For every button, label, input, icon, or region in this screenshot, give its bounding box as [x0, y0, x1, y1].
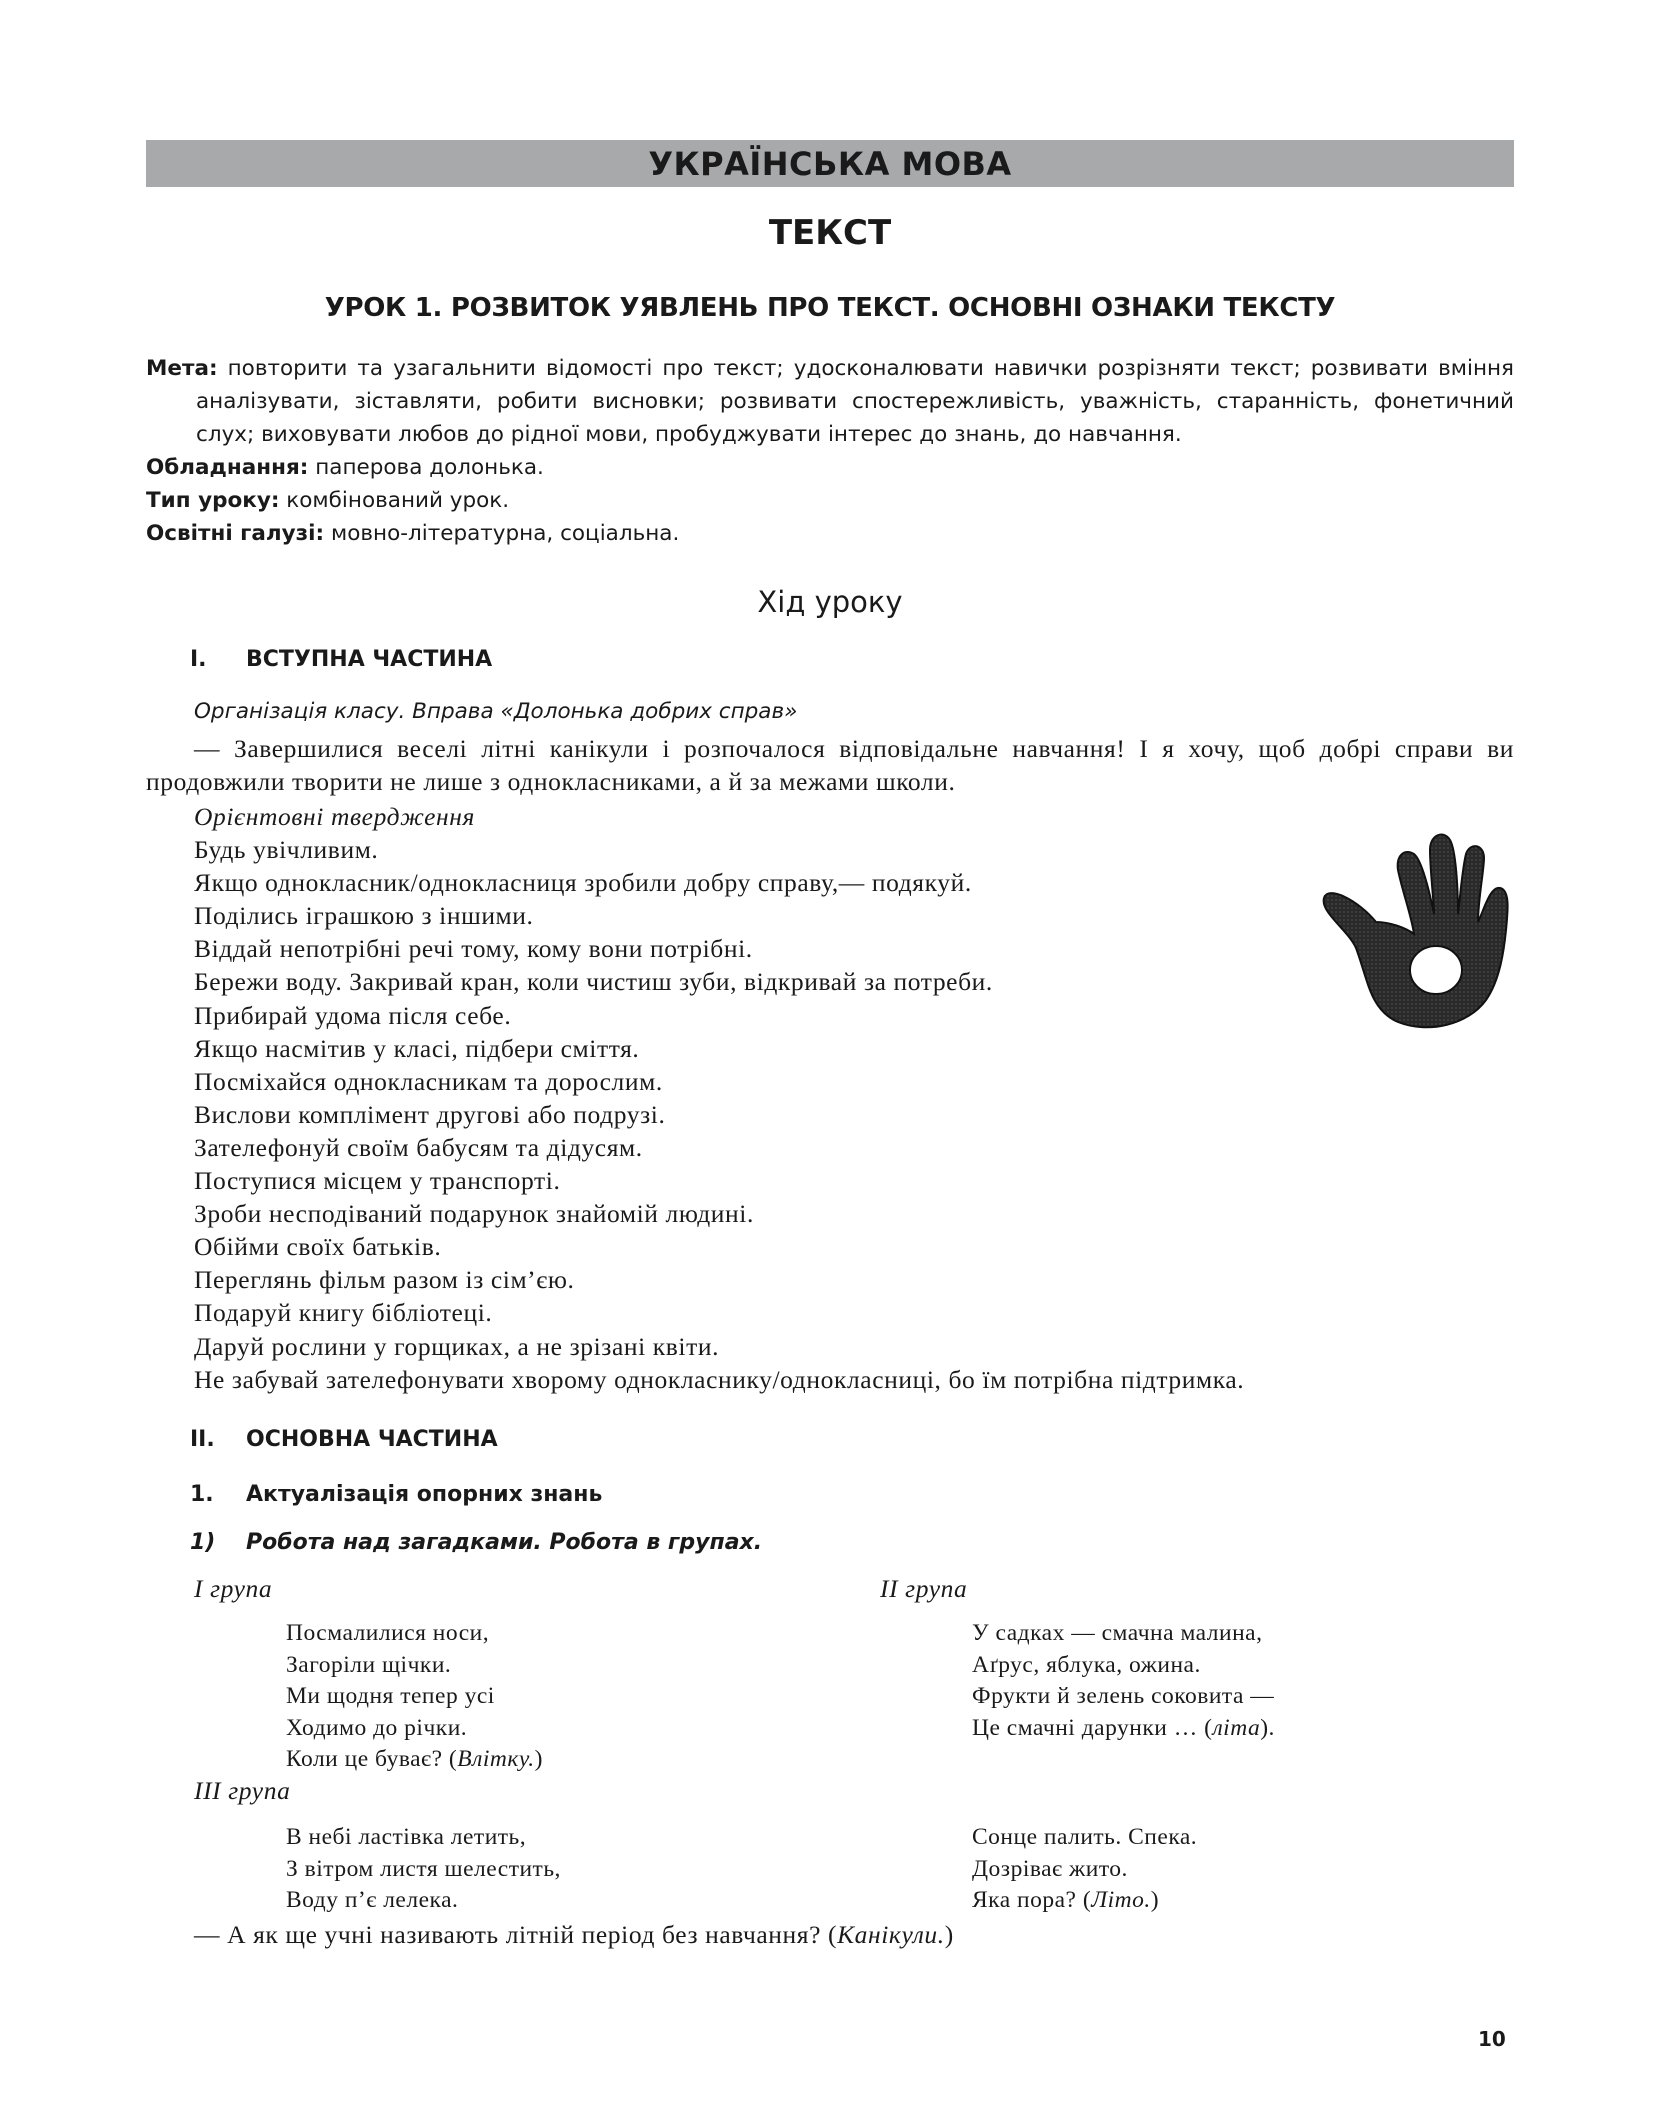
lesson-title: УРОК 1. РОЗВИТОК УЯВЛЕНЬ ПРО ТЕКСТ. ОСНОВНІ ОЗНАКИ ТЕКСТУ	[324, 293, 1336, 323]
group1-riddle	[286, 1618, 543, 1776]
goal-paragraph	[146, 352, 1514, 451]
riddle-line: Фрукти й зелень соковита —	[972, 1683, 1275, 1709]
task-title: Робота над загадками. Робота в групах.	[246, 1530, 763, 1555]
teacher-speech: — Завершилися веселі літні канікули і розпочалося відповідальне навчання! І я хочу, щоб добрі справи ви продовжили творити не лише з однокласниками, а й за межами школи.	[146, 734, 1514, 796]
riddle-line: Сонце палить. Спека.	[972, 1824, 1198, 1850]
riddle-question-line	[286, 1744, 543, 1776]
goal-text: повторити та узагальнити відомості про текст; удосконалювати навички розрізняти текст; розвивати вміння аналізувати, зіставляти, робити висновки; розвивати спостережливість, уважність, старанність, фонетичний слух; виховувати любов до рідної мови, пробуджувати інтерес до знань, до навчання.	[196, 356, 1514, 447]
final-question	[194, 1920, 954, 1950]
riddle-line: У садках — смачна малина,	[972, 1620, 1263, 1646]
section-title: ТЕКСТ	[768, 213, 892, 253]
statement-item: Посміхайся однокласникам та дорослим.	[194, 1066, 663, 1096]
subject-title: УКРАЇНСЬКА МОВА	[648, 144, 1012, 183]
riddle-question: Це смачні дарунки … (	[972, 1714, 1213, 1741]
statement-item: Бережи воду. Закривай кран, коли чистиш зуби, відкривай за потреби.	[194, 967, 993, 997]
statement-item: Віддай непотрібні речі тому, кому вони потрібні.	[194, 934, 753, 964]
subject-header-bar	[146, 140, 1514, 187]
riddle-line: Посмалилися носи,	[286, 1620, 490, 1646]
riddle-line: Загоріли щічки.	[286, 1651, 452, 1678]
part2-heading	[190, 1427, 498, 1452]
group2-riddle	[972, 1618, 1275, 1744]
statement-item: Прибирай удома після себе.	[194, 1000, 512, 1030]
riddle-close: )	[534, 1746, 543, 1772]
riddle-answer: Літо.	[1091, 1887, 1151, 1913]
riddle-question-line	[972, 1885, 1197, 1917]
group3-label: III група	[194, 1776, 291, 1805]
riddle-question: Коли це буває? (	[286, 1746, 458, 1772]
statement-item: Якщо однокласник/однокласниця зробили добру справу,— подякуй.	[194, 868, 972, 898]
equipment-label: Обладнання:	[146, 455, 309, 480]
exercise-label: Організація класу. Вправа «Долонька добрих справ»	[194, 699, 798, 724]
statement-item: Не забувай зателефонувати хворому однокласнику/однокласниці, бо їм потрібна підтримка.	[194, 1364, 1245, 1394]
riddle-line: З вітром листя шелестить,	[286, 1855, 561, 1882]
subsection-number: 1.	[190, 1482, 214, 1507]
riddle-line: Дозріває жито.	[972, 1855, 1128, 1882]
statement-item: Переглянь фільм разом із сім’єю.	[194, 1265, 575, 1295]
statement-item: Подаруй книгу бібліотеці.	[194, 1298, 493, 1328]
riddle-line: В небі ластівка летить,	[286, 1824, 527, 1850]
part1-title: ВСТУПНА ЧАСТИНА	[246, 647, 493, 672]
final-question-text: — А як ще учні називають літній період без навчання? (	[194, 1920, 838, 1949]
page-number: 10	[1478, 2027, 1506, 2051]
lesson-type-text: комбінований урок.	[286, 488, 510, 513]
palm-hand-icon	[1318, 830, 1518, 1030]
task-heading	[190, 1530, 762, 1555]
equipment-line	[146, 451, 1514, 484]
part1-heading	[190, 647, 492, 672]
statement-item: Обійми своїх батьків.	[194, 1232, 442, 1262]
riddle-line: Ходимо до річки.	[286, 1714, 468, 1741]
statement-item: Поступися місцем у транспорті.	[194, 1166, 561, 1196]
statements-list	[194, 800, 1454, 1396]
part1-number: I.	[190, 647, 207, 672]
task-number: 1)	[190, 1530, 216, 1555]
equipment-text: паперова долонька.	[315, 455, 544, 480]
statement-item: Поділись іграшкою з іншими.	[194, 901, 534, 931]
statement-item: Якщо насмітив у класі, підбери сміття.	[194, 1033, 640, 1063]
lesson-type-label: Тип уроку:	[146, 488, 280, 513]
group3-riddle-right	[972, 1822, 1197, 1917]
riddle-line: Ми щодня тепер усі	[286, 1683, 495, 1709]
statement-item: Будь увічливим.	[194, 835, 379, 865]
group2-label: II група	[880, 1574, 968, 1603]
final-close: )	[944, 1920, 954, 1949]
statement-item: Зроби несподіваний подарунок знайомій людині.	[194, 1199, 754, 1229]
statement-item: Даруй рослини у горщиках, а не зрізані квіти.	[194, 1331, 720, 1361]
lesson-meta	[146, 352, 1514, 550]
goal-label: Мета:	[146, 356, 218, 381]
course-heading: Хід уроку	[757, 585, 903, 619]
final-answer: Канікули.	[837, 1920, 945, 1949]
riddle-answer: літа	[1212, 1714, 1261, 1741]
riddle-line: Аґрус, яблука, ожина.	[972, 1651, 1201, 1678]
riddle-close: )	[1150, 1887, 1160, 1913]
group1-label: I група	[194, 1574, 273, 1603]
group3-riddle-left	[286, 1822, 561, 1917]
subsection-heading	[190, 1482, 602, 1507]
educational-fields-label: Освітні галузі:	[146, 521, 325, 546]
part2-title: ОСНОВНА ЧАСТИНА	[246, 1427, 498, 1452]
subsection-title: Актуалізація опорних знань	[246, 1482, 603, 1507]
educational-fields-text: мовно-літературна, соціальна.	[330, 521, 680, 546]
riddle-close: ).	[1260, 1714, 1275, 1741]
educational-fields-line	[146, 517, 1514, 550]
riddle-line: Воду п’є лелека.	[286, 1887, 459, 1913]
statements-label: Орієнтовні твердження	[194, 802, 475, 831]
part2-number: II.	[190, 1427, 215, 1452]
statement-item: Зателефонуй своїм бабусям та дідусям.	[194, 1132, 643, 1162]
riddle-question: Яка пора? (	[972, 1887, 1092, 1913]
lesson-type-line	[146, 484, 1514, 517]
riddle-answer: Влітку.	[457, 1746, 535, 1772]
statement-item: Вислови комплімент другові або подрузі.	[194, 1099, 666, 1129]
riddle-question-line	[972, 1713, 1275, 1745]
